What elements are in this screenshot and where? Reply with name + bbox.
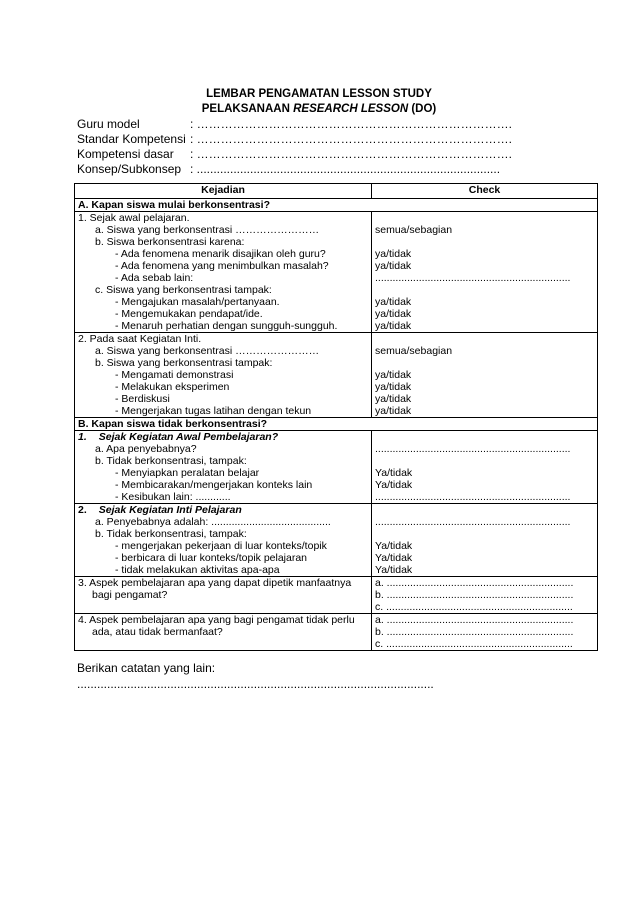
check-option[interactable]: semua/sebagian	[375, 224, 453, 236]
a1-line: - Mengemukakan pendapat/ide.	[115, 308, 263, 320]
check-option[interactable]: ya/tidak	[375, 405, 412, 417]
a1-line: - Ada fenomena yang menimbulkan masalah?	[115, 260, 329, 272]
meta-label: Guru model	[77, 117, 140, 131]
check-fill-field[interactable]: ...................................................................	[375, 443, 571, 455]
meta-value-field[interactable]: : ...........................................................................................	[190, 162, 501, 176]
a2-line: 2. Pada saat Kegiatan Inti.	[78, 333, 202, 345]
meta-label: Standar Kompetensi	[77, 132, 186, 146]
a1-check-cell	[372, 212, 598, 333]
section-a-heading: A. Kapan siswa mulai berkonsentrasi?	[75, 199, 597, 212]
subtitle-suffix: (DO)	[408, 103, 437, 115]
check-option[interactable]: Ya/tidak	[375, 540, 413, 552]
a2-line: - Mengamati demonstrasi	[115, 369, 234, 381]
check-option[interactable]: Ya/tidak	[375, 564, 413, 576]
section-b-row	[75, 418, 597, 431]
table-header-row	[75, 184, 597, 199]
answer-field-a[interactable]: a. ................................................................	[375, 614, 574, 626]
check-option[interactable]: ya/tidak	[375, 248, 412, 260]
b2-line: b. Tidak berkonsentrasi, tampak:	[95, 528, 247, 540]
answer-field-c[interactable]: c. ................................................................	[375, 638, 573, 650]
b1-heading: Sejak Kegiatan Awal Pembelajaran?	[98, 431, 279, 443]
b1-line: - Kesibukan lain: ............	[115, 491, 231, 503]
b2-heading: Sejak Kegiatan Inti Pelajaran	[98, 504, 242, 516]
b1-check-cell	[372, 431, 598, 504]
meta-row-konsep	[77, 162, 512, 177]
q4-line: 4. Aspek pembelajaran apa yang bagi pengamat tidak perlu	[78, 614, 355, 626]
a1-line: a. Siswa yang berkonsentrasi ……………………	[95, 224, 320, 236]
a1-line: b. Siswa berkonsentrasi karena:	[95, 236, 245, 248]
a2-check-cell	[372, 333, 598, 418]
a1-line: 1. Sejak awal pelajaran.	[78, 212, 190, 224]
notes-field[interactable]: ...........................................................................................................	[77, 677, 434, 691]
check-option[interactable]: ya/tidak	[375, 260, 412, 272]
meta-value-field[interactable]: : …………………………………………………………………….	[190, 147, 513, 161]
meta-row-guru-model	[77, 117, 512, 132]
a2-event-cell	[75, 333, 372, 418]
check-fill-field[interactable]: ...................................................................	[375, 516, 571, 528]
check-option[interactable]: Ya/tidak	[375, 479, 413, 491]
b1-line: - Menyiapkan peralatan belajar	[115, 467, 260, 479]
check-option[interactable]: Ya/tidak	[375, 552, 413, 564]
meta-row-kompetensi-dasar	[77, 147, 512, 162]
q3-question-cell	[75, 577, 372, 614]
meta-label: Konsep/Subkonsep	[77, 162, 182, 176]
section-a-row	[75, 199, 597, 212]
a2-line: a. Siswa yang berkonsentrasi ……………………	[95, 345, 320, 357]
notes-heading: Berikan catatan yang lain:	[77, 661, 216, 675]
meta-value-field[interactable]: : …………………………………………………………………….	[190, 117, 513, 131]
b1-line: - Membicarakan/mengerjakan konteks lain	[115, 479, 313, 491]
check-option[interactable]: ya/tidak	[375, 296, 412, 308]
notes-block	[77, 660, 434, 692]
subtitle-prefix: PELAKSANAAN	[201, 103, 294, 115]
b2-line: - berbicara di luar konteks/topik pelajaran	[115, 552, 308, 564]
check-option[interactable]: semua/sebagian	[375, 345, 453, 357]
b1-line: a. Apa penyebabnya?	[95, 443, 197, 455]
a1-line: - Menaruh perhatian dengan sungguh-sungguh.	[115, 320, 338, 332]
subtitle-italic: RESEARCH LESSON	[293, 103, 409, 115]
column-header-check: Check	[372, 184, 598, 199]
table-row-b1	[75, 431, 597, 504]
meta-value-field[interactable]: : …………………………………………………………………….	[190, 132, 513, 146]
table-row-a1	[75, 212, 597, 333]
a1-line: c. Siswa yang berkonsentrasi tampak:	[95, 284, 272, 296]
b1-number: 1.	[78, 431, 87, 443]
check-option[interactable]: ya/tidak	[375, 393, 412, 405]
meta-block	[77, 117, 512, 177]
answer-field-b[interactable]: b. ................................................................	[375, 589, 574, 601]
check-option[interactable]: ya/tidak	[375, 369, 412, 381]
check-option[interactable]: ya/tidak	[375, 320, 412, 332]
b2-event-cell	[75, 504, 372, 577]
section-b-heading: B. Kapan siswa tidak berkonsentrasi?	[75, 418, 597, 431]
check-option[interactable]: Ya/tidak	[375, 467, 413, 479]
answer-field-b[interactable]: b. ................................................................	[375, 626, 574, 638]
a1-line: - Ada sebab lain:	[115, 272, 194, 284]
q3-line: bagi pengamat?	[92, 589, 168, 601]
b2-number: 2.	[78, 504, 87, 516]
q4-question-cell	[75, 614, 372, 651]
a2-line: - Melakukan eksperimen	[115, 381, 230, 393]
table-row-a2	[75, 333, 597, 418]
check-fill-field[interactable]: ...................................................................	[375, 272, 571, 284]
a1-event-cell	[75, 212, 372, 333]
b2-check-cell	[372, 504, 598, 577]
a1-line: - Mengajukan masalah/pertanyaan.	[115, 296, 280, 308]
meta-label: Kompetensi dasar	[77, 147, 174, 161]
observation-table	[74, 183, 598, 651]
a2-line: b. Siswa yang berkonsentrasi tampak:	[95, 357, 273, 369]
a2-line: - Mengerjakan tugas latihan dengan tekun	[115, 405, 312, 417]
q3-answer-cell	[372, 577, 598, 614]
check-fill-field[interactable]: ...................................................................	[375, 491, 571, 503]
meta-row-standar-kompetensi	[77, 132, 512, 147]
b1-line: b. Tidak berkonsentrasi, tampak:	[95, 455, 247, 467]
check-option[interactable]: ya/tidak	[375, 308, 412, 320]
document-title	[0, 88, 638, 100]
b1-event-cell	[75, 431, 372, 504]
b2-line: - mengerjakan pekerjaan di luar konteks/topik	[115, 540, 327, 552]
a2-line: - Berdiskusi	[115, 393, 170, 405]
table-row-q3	[75, 577, 597, 614]
b2-line: - tidak melakukan aktivitas apa-apa	[115, 564, 280, 576]
q4-answer-cell	[372, 614, 598, 651]
q4-line: ada, atau tidak bermanfaat?	[92, 626, 223, 638]
title-line-1: LEMBAR PENGAMATAN LESSON STUDY	[206, 88, 432, 100]
b2-line: a. Penyebabnya adalah: .........................................	[95, 516, 331, 528]
answer-field-a[interactable]: a. ................................................................	[375, 577, 574, 589]
table-row-b2	[75, 504, 597, 577]
column-header-kejadian: Kejadian	[75, 184, 372, 199]
document-subtitle	[0, 103, 638, 115]
a1-line: - Ada fenomena menarik disajikan oleh guru?	[115, 248, 326, 260]
answer-field-c[interactable]: c. ................................................................	[375, 601, 573, 613]
check-option[interactable]: ya/tidak	[375, 381, 412, 393]
q3-line: 3. Aspek pembelajaran apa yang dapat dipetik manfaatnya	[78, 577, 352, 589]
table-row-q4	[75, 614, 597, 651]
